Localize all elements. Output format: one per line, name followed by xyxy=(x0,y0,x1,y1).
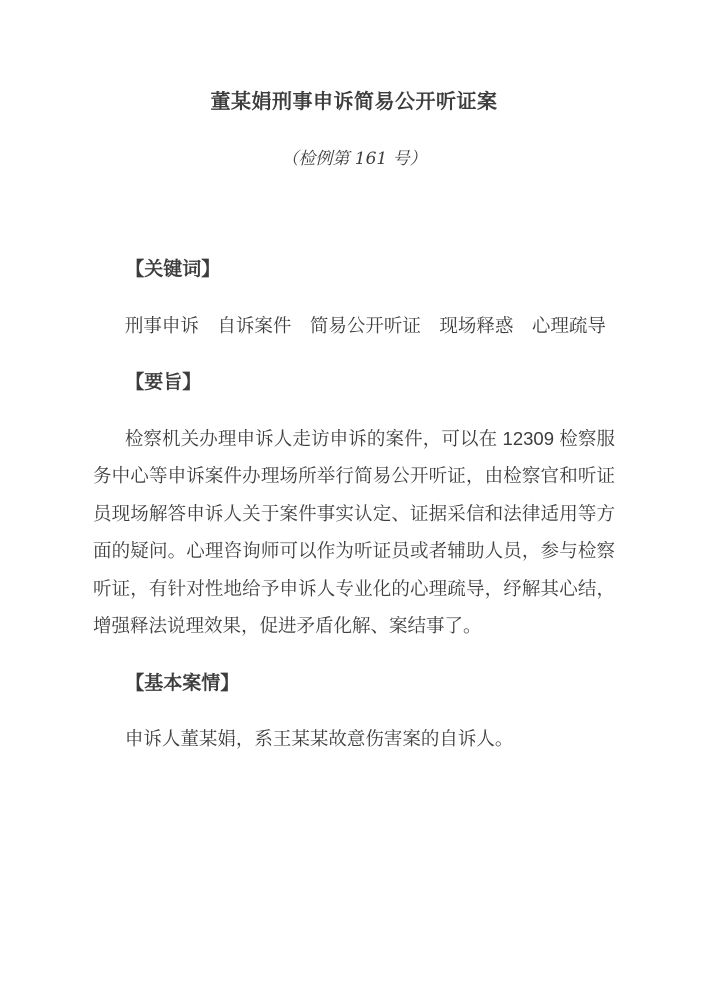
case-number-line: （检例第 161 号） xyxy=(281,149,427,169)
basic-facts-paragraph: 申诉人董某娟，系王某某故意伤害案的自诉人。 xyxy=(124,728,514,749)
section-keywords xyxy=(93,251,615,344)
section-gist xyxy=(93,364,615,645)
section-heading-basic-facts: 【基本案情】 xyxy=(125,672,240,694)
gist-paragraph: 检察机关办理申诉人走访申诉的案件，可以在 12309 检察服务中心等申诉案件办理场所举行简易公开听证，由检察官和听证员现场解答申诉人关于案件事实认定、证据采信和法律适用等方面的疑问。心理咨询师可以作为听证员或者辅助人员，参与检察听证，有针对性地给予申诉人专业化的心理疏导，纾解其心结，增强释法说理效果，促进矛盾化解、案结事了。 xyxy=(93,427,615,636)
section-basic-facts xyxy=(93,665,615,758)
section-heading-gist: 【要旨】 xyxy=(125,372,202,393)
keywords-paragraph: 刑事申诉 自诉案件 简易公开听证 现场释惑 心理疏导 xyxy=(124,314,606,336)
document-title: 董某娟刑事申诉简易公开听证案 xyxy=(210,91,498,113)
section-heading-keywords: 【关键词】 xyxy=(125,259,221,280)
